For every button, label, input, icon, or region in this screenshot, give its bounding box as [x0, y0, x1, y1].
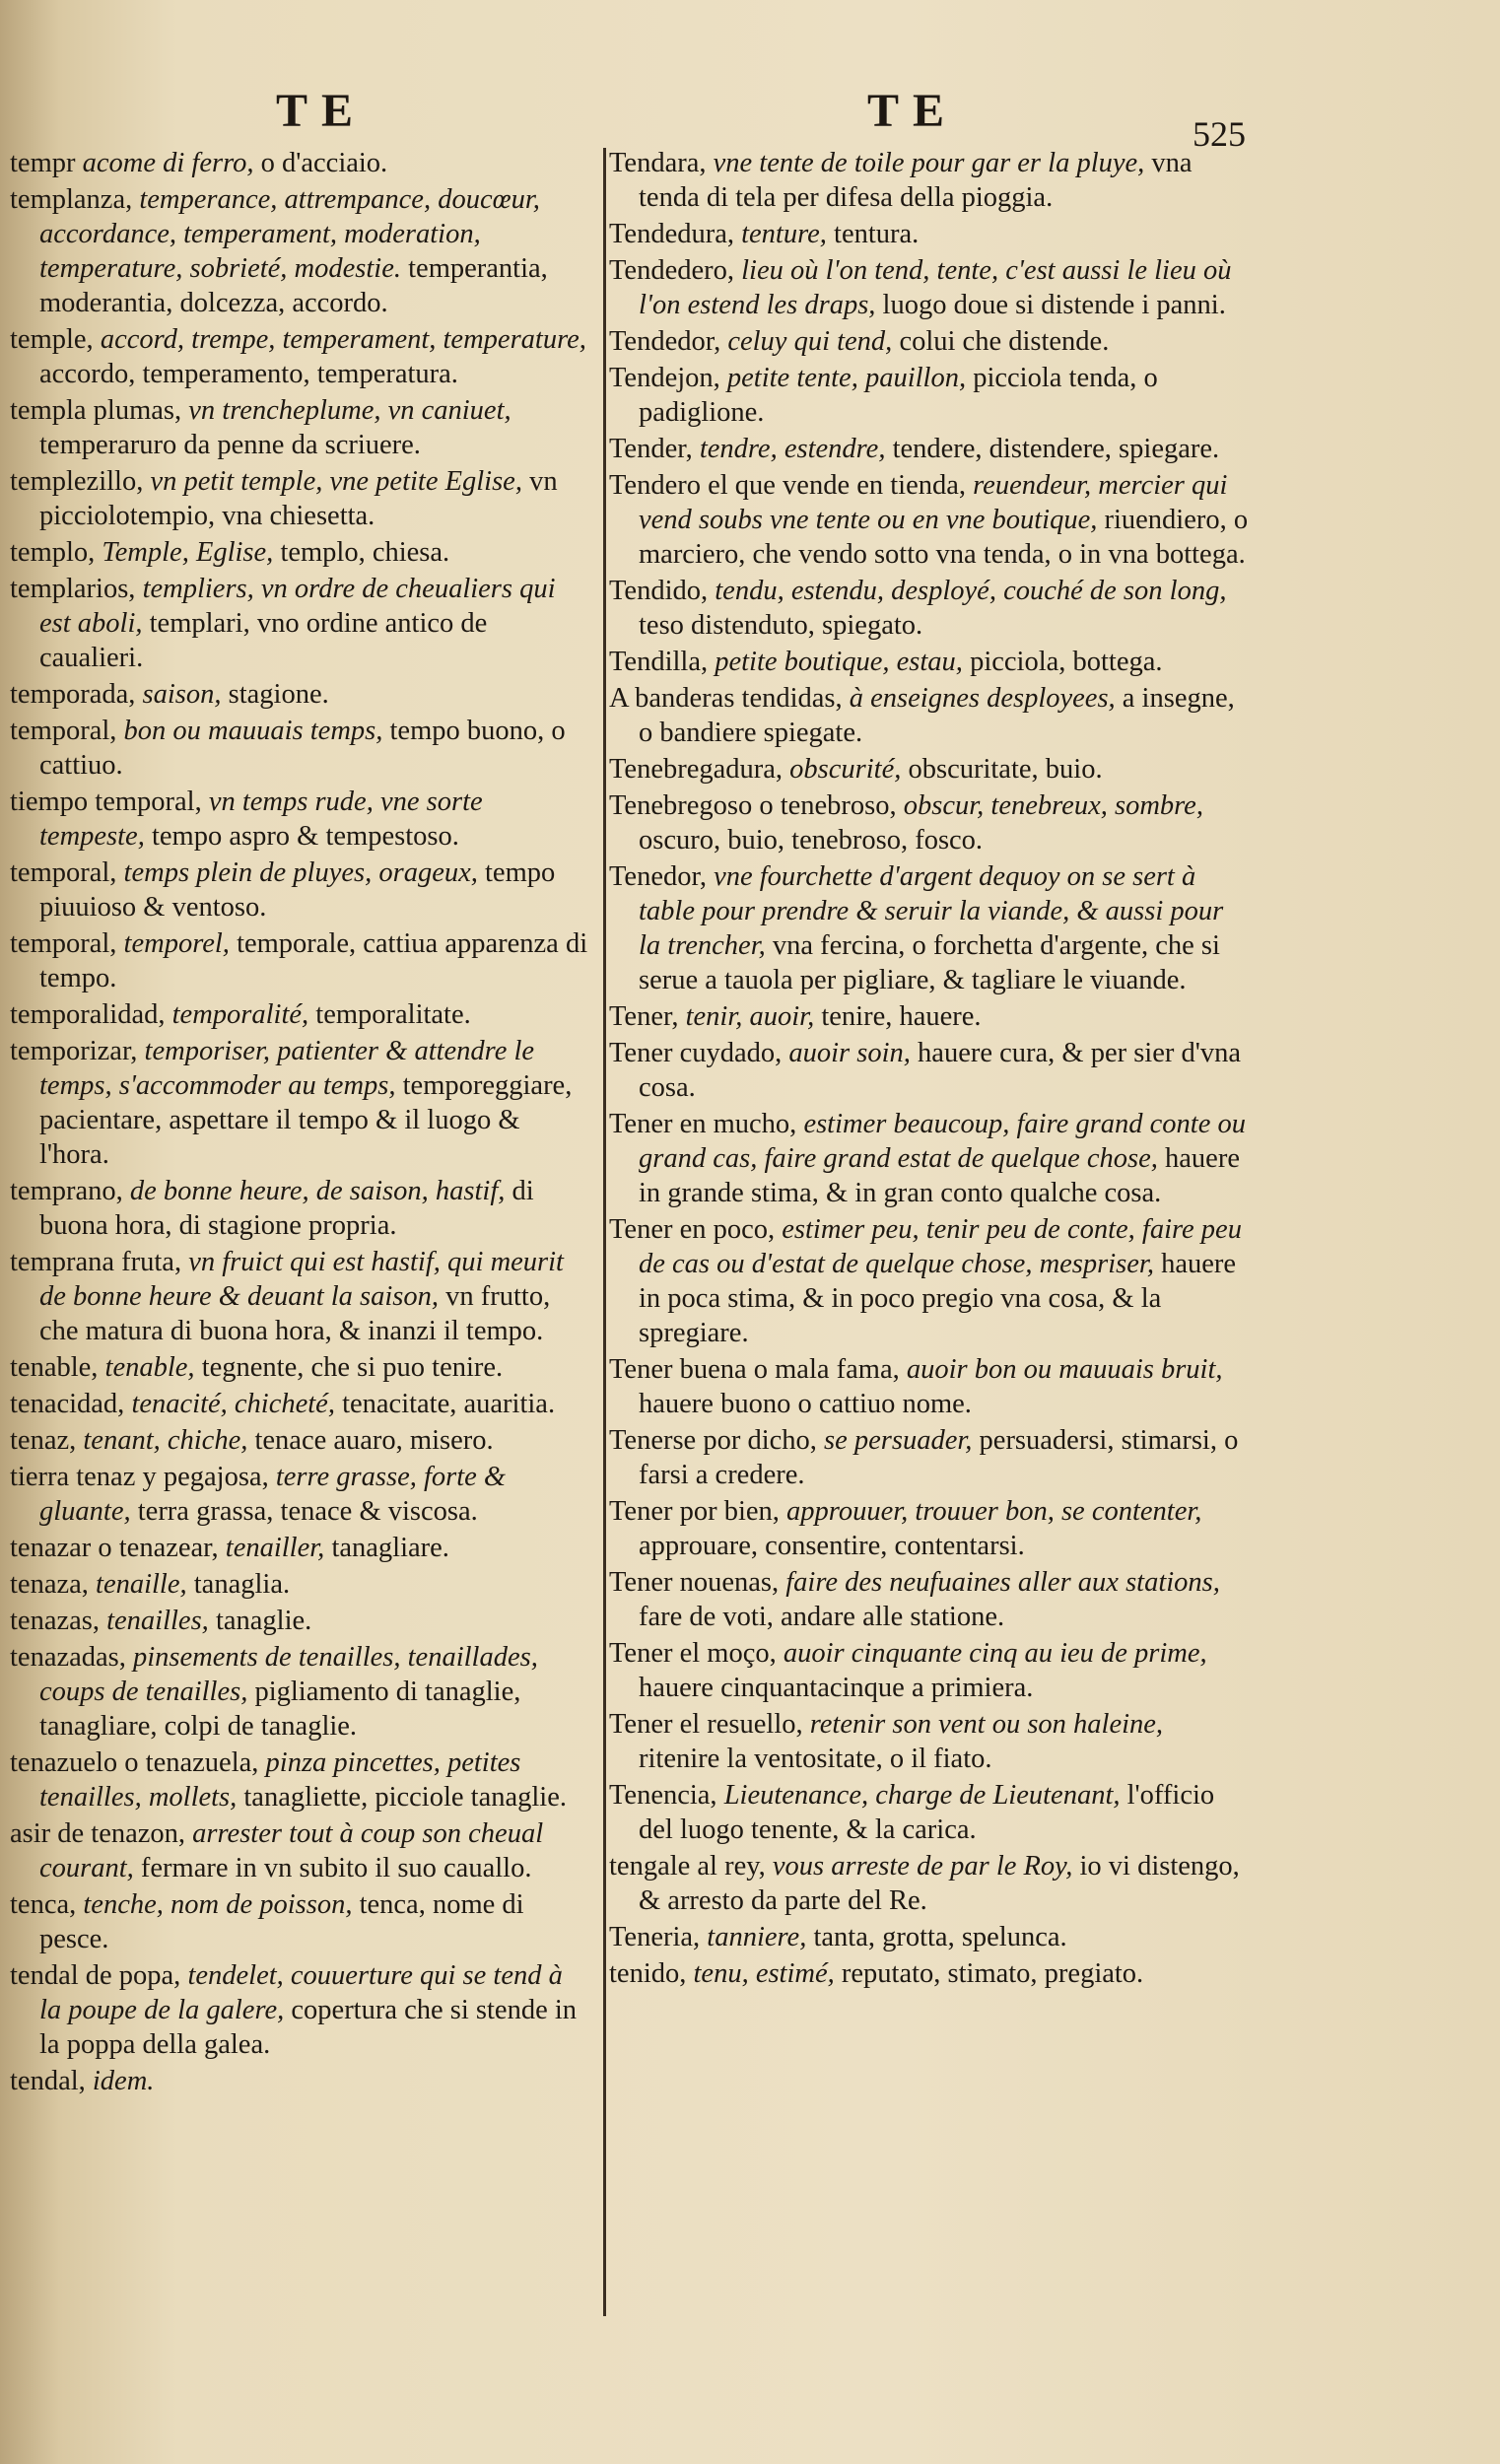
- dictionary-entry: [609, 432, 1250, 466]
- dictionary-entry: [0, 572, 591, 675]
- dictionary-entry: [609, 217, 1250, 251]
- entry-french-gloss: vne fourchette d'argent dequoy on se sert à table pour prendre & seruir la viande, & aussi pour la trencher,: [639, 861, 1224, 961]
- entry-french-gloss: à enseignes desployees,: [849, 683, 1123, 714]
- dictionary-entry: [0, 2064, 591, 2098]
- entry-french-gloss: estimer beaucoup, faire grand conte ou grand cas, faire grand estat de quelque chose,: [639, 1109, 1246, 1174]
- entry-italian-gloss: luogo doue si distende i panni.: [882, 290, 1226, 320]
- entry-headword: tenido,: [609, 1958, 694, 1989]
- entry-french-gloss: vous arreste de par le Roy,: [772, 1851, 1080, 1882]
- entry-headword: Tendedura,: [609, 219, 742, 249]
- entry-headword: temprana fruta,: [10, 1247, 189, 1277]
- entry-italian-gloss: tenacitate, auaritia.: [342, 1389, 556, 1419]
- entry-italian-gloss: o d'acciaio.: [260, 148, 388, 178]
- entry-headword: Tenerse por dicho,: [609, 1425, 825, 1456]
- entry-french-gloss: pinza pincettes, petites tenailles, mollets,: [39, 1747, 521, 1813]
- entry-italian-gloss: temporeggiare, pacientare, aspettare il tempo & il luogo & l'hora.: [39, 1070, 573, 1170]
- entry-italian-gloss: tanaglie.: [215, 1606, 312, 1636]
- entry-italian-gloss: io vi distengo, & arresto da parte del Re.: [639, 1851, 1240, 1916]
- entry-french-gloss: templiers, vn ordre de cheualiers qui est aboli,: [39, 574, 556, 639]
- left-column: [0, 146, 591, 2100]
- entry-headword: tenca,: [10, 1889, 84, 1920]
- entry-headword: Tener buena o mala fama,: [609, 1354, 907, 1385]
- entry-italian-gloss: tempo piuuioso & ventoso.: [39, 857, 556, 923]
- dictionary-entry: [0, 393, 591, 462]
- entry-headword: Tender,: [609, 434, 700, 464]
- entry-headword: temporal,: [10, 928, 124, 959]
- entry-headword: Tendilla,: [609, 647, 716, 677]
- entry-italian-gloss: templari, vno ordine antico de caualieri.: [39, 608, 488, 673]
- dictionary-entry: [609, 1352, 1250, 1421]
- entry-headword: temporalidad,: [10, 999, 172, 1030]
- entry-headword: Tener por bien,: [609, 1496, 787, 1527]
- entry-headword: tenazas,: [10, 1606, 107, 1636]
- entry-italian-gloss: approuare, consentire, contentarsi.: [639, 1531, 1025, 1561]
- entry-french-gloss: auoir cinquante cinq au ieu de prime,: [783, 1638, 1207, 1669]
- entry-headword: temprano,: [10, 1176, 130, 1206]
- entry-french-gloss: saison,: [142, 679, 229, 710]
- entry-headword: tenaza,: [10, 1569, 97, 1600]
- dictionary-entry: [0, 146, 591, 180]
- entry-french-gloss: vne tente de toile pour gar er la pluye,: [713, 148, 1152, 178]
- entry-headword: tenable,: [10, 1352, 105, 1383]
- dictionary-entry: [609, 645, 1250, 679]
- entry-italian-gloss: ritenire la ventositate, o il fiato.: [639, 1744, 992, 1774]
- dictionary-entry: [609, 681, 1250, 750]
- entry-french-gloss: Temple, Eglise,: [102, 537, 281, 568]
- dictionary-entry: [609, 1107, 1250, 1210]
- entry-headword: templarios,: [10, 574, 143, 604]
- page-number: 525: [1193, 114, 1246, 154]
- entry-headword: templa plumas,: [10, 395, 189, 426]
- entry-headword: tenaz,: [10, 1425, 84, 1456]
- entry-headword: templo,: [10, 537, 102, 568]
- entry-italian-gloss: tenire, hauere.: [821, 1001, 982, 1032]
- entry-french-gloss: lieu où l'on tend, tente, c'est aussi le lieu où l'on estend les draps,: [639, 255, 1232, 320]
- entry-french-gloss: tenir, auoir,: [685, 1001, 822, 1032]
- entry-french-gloss: tanniere,: [707, 1922, 814, 1952]
- entry-italian-gloss: accordo, temperamento, temperatura.: [39, 359, 458, 389]
- entry-italian-gloss: stagione.: [228, 679, 329, 710]
- dictionary-entry: [0, 1531, 591, 1565]
- dictionary-entry: [609, 1636, 1250, 1705]
- entry-french-gloss: reuendeur, mercier qui vend soubs vne tente ou en vne boutique,: [639, 470, 1228, 535]
- dictionary-entry: [0, 1745, 591, 1814]
- entry-french-gloss: acome di ferro,: [82, 148, 261, 178]
- entry-french-gloss: temperance, attrempance, doucœur, accordance, temperament, moderation, temperature, sobrieté, modestie.: [39, 184, 540, 284]
- dictionary-entry: [0, 1567, 591, 1602]
- entry-french-gloss: idem.: [92, 2066, 155, 2096]
- entry-italian-gloss: tentura.: [834, 219, 920, 249]
- entry-headword: Tener en poco,: [609, 1214, 783, 1245]
- dictionary-entry: [609, 324, 1250, 359]
- entry-italian-gloss: terra grassa, tenace & viscosa.: [137, 1496, 478, 1527]
- dictionary-entry: [609, 1423, 1250, 1492]
- dictionary-entry: [0, 1034, 591, 1172]
- entry-italian-gloss: riuendiero, o marciero, che vendo sotto vna tenda, o in vna bottega.: [639, 505, 1249, 570]
- dictionary-entry: [0, 1604, 591, 1638]
- entry-italian-gloss: hauere cura, & per sier d'vna cosa.: [639, 1038, 1242, 1103]
- dictionary-entry: [0, 856, 591, 924]
- entry-french-gloss: tendu, estendu, desployé, couché de son long,: [715, 576, 1227, 606]
- dictionary-entry: [0, 714, 591, 783]
- entry-italian-gloss: temporalitate.: [315, 999, 471, 1030]
- entry-french-gloss: terre grasse, forte & gluante,: [39, 1462, 507, 1527]
- entry-french-gloss: tenu, estimé,: [693, 1958, 842, 1989]
- dictionary-entry: [609, 1778, 1250, 1847]
- dictionary-entry: [609, 1565, 1250, 1634]
- entry-french-gloss: faire des neufuaines aller aux stations,: [785, 1567, 1220, 1598]
- entry-italian-gloss: oscuro, buio, tenebroso, fosco.: [639, 825, 984, 856]
- dictionary-entry: [0, 322, 591, 391]
- entry-french-gloss: approuuer, trouuer bon, se contenter,: [786, 1496, 1202, 1527]
- dictionary-entry: [609, 468, 1250, 572]
- dictionary-entry: [609, 1212, 1250, 1350]
- entry-headword: Tenebregoso o tenebroso,: [609, 790, 904, 821]
- dictionary-entry: [609, 788, 1250, 857]
- entry-italian-gloss: picciola, bottega.: [970, 647, 1163, 677]
- entry-italian-gloss: vna tenda di tela per difesa della pioggia.: [639, 148, 1193, 213]
- entry-italian-gloss: copertura che si stende in la poppa della galea.: [39, 1995, 578, 2060]
- entry-italian-gloss: vn picciolotempio, vna chiesetta.: [39, 466, 558, 531]
- entry-italian-gloss: temperaruro da penne da scriuere.: [39, 430, 421, 460]
- entry-french-gloss: de bonne heure, de saison, hastif,: [129, 1176, 512, 1206]
- entry-italian-gloss: obscuritate, buio.: [908, 754, 1103, 785]
- entry-italian-gloss: reputato, stimato, pregiato.: [841, 1958, 1144, 1989]
- entry-french-gloss: tendre, estendre,: [699, 434, 893, 464]
- entry-french-gloss: tenture,: [741, 219, 835, 249]
- entry-headword: Teneria,: [609, 1922, 708, 1952]
- entry-headword: temporada,: [10, 679, 143, 710]
- entry-italian-gloss: tanta, grotta, spelunca.: [813, 1922, 1067, 1952]
- entry-french-gloss: tenailles,: [106, 1606, 216, 1636]
- dictionary-entry: [609, 1956, 1250, 1991]
- entry-italian-gloss: tenace auaro, misero.: [254, 1425, 494, 1456]
- entry-headword: temple,: [10, 324, 101, 355]
- column-divider: [603, 148, 606, 2316]
- entry-headword: tempr: [10, 148, 83, 178]
- right-column: [609, 146, 1250, 1993]
- dictionary-entry: [609, 1494, 1250, 1563]
- entry-headword: Tenencia,: [609, 1780, 724, 1811]
- entry-headword: Tendedero,: [609, 255, 742, 286]
- entry-headword: Tendido,: [609, 576, 716, 606]
- entry-headword: tendal de popa,: [10, 1960, 188, 1991]
- entry-french-gloss: auoir soin,: [788, 1038, 919, 1068]
- entry-headword: temporizar,: [10, 1036, 145, 1066]
- entry-italian-gloss: di buona hora, di stagione propria.: [39, 1176, 534, 1241]
- dictionary-entry: [0, 1640, 591, 1744]
- dictionary-entry: [609, 999, 1250, 1034]
- entry-french-gloss: auoir bon ou mauuais bruit,: [906, 1354, 1223, 1385]
- dictionary-entry: [609, 1036, 1250, 1105]
- entry-headword: tendal,: [10, 2066, 93, 2096]
- entry-italian-gloss: tanagliette, picciole tanaglie.: [243, 1782, 567, 1813]
- dictionary-entry: [609, 253, 1250, 322]
- entry-french-gloss: estimer peu, tenir peu de conte, faire peu de cas ou d'estat de quelque chose, mespriser,: [639, 1214, 1242, 1279]
- dictionary-entry: [0, 785, 591, 854]
- entry-italian-gloss: templo, chiesa.: [280, 537, 450, 568]
- entry-french-gloss: tendelet, couuerture qui se tend à la poupe de la galere,: [39, 1960, 563, 2025]
- entry-french-gloss: tenailler,: [225, 1533, 332, 1563]
- dictionary-entry: [609, 146, 1250, 215]
- entry-headword: tenacidad,: [10, 1389, 132, 1419]
- entry-italian-gloss: hauere buono o cattiuo nome.: [639, 1389, 972, 1419]
- entry-french-gloss: temporel,: [123, 928, 238, 959]
- entry-italian-gloss: tanagliare.: [331, 1533, 449, 1563]
- entry-french-gloss: tenable,: [104, 1352, 202, 1383]
- entry-french-gloss: vn petit temple, vne petite Eglise,: [150, 466, 530, 497]
- dictionary-entry: [0, 1423, 591, 1458]
- entry-headword: A banderas tendidas,: [609, 683, 850, 714]
- entry-headword: tiempo temporal,: [10, 787, 209, 817]
- dictionary-entry: [0, 182, 591, 320]
- entry-italian-gloss: vna fercina, o forchetta d'argente, che si serue a tauola per pigliare, & tagliare le viuande.: [639, 930, 1220, 995]
- entry-french-gloss: tenant, chiche,: [83, 1425, 255, 1456]
- entry-french-gloss: petite tente, pauillon,: [726, 363, 974, 393]
- entry-french-gloss: accord, trempe, temperament, temperature,: [100, 324, 586, 355]
- dictionary-entry: [0, 926, 591, 995]
- entry-headword: temporal,: [10, 716, 124, 746]
- entry-italian-gloss: tanaglia.: [193, 1569, 291, 1600]
- entry-french-gloss: vn trencheplume, vn caniuet,: [188, 395, 511, 426]
- dictionary-entry: [609, 1849, 1250, 1918]
- entry-italian-gloss: hauere in poca stima, & in poco pregio vna cosa, & la spregiare.: [639, 1249, 1237, 1348]
- entry-headword: Tener el resuello,: [609, 1709, 810, 1740]
- entry-french-gloss: temporalité,: [171, 999, 316, 1030]
- entry-headword: Tenebregadura,: [609, 754, 790, 785]
- entry-italian-gloss: fare de voti, andare alle statione.: [639, 1602, 1005, 1632]
- entry-french-gloss: vn fruict qui est hastif, qui meurit de bonne heure & deuant la saison,: [39, 1247, 564, 1312]
- entry-headword: Tener nouenas,: [609, 1567, 786, 1598]
- entry-italian-gloss: temporale, cattiua apparenza di tempo.: [39, 928, 588, 993]
- entry-italian-gloss: tempo aspro & tempestoso.: [151, 821, 459, 852]
- dictionary-entry: [0, 535, 591, 570]
- entry-french-gloss: pinsements de tenailles, tenaillades, coups de tenailles,: [39, 1642, 538, 1707]
- entry-headword: Tener cuydado,: [609, 1038, 789, 1068]
- entry-italian-gloss: fermare in vn subito il suo cauallo.: [140, 1853, 532, 1883]
- entry-headword: tengale al rey,: [609, 1851, 773, 1882]
- entry-french-gloss: obscur, tenebreux, sombre,: [903, 790, 1203, 821]
- dictionary-entry: [609, 1707, 1250, 1776]
- dictionary-entry: [0, 1245, 591, 1348]
- entry-headword: templezillo,: [10, 466, 151, 497]
- entry-headword: Tendero el que vende en tienda,: [609, 470, 974, 501]
- entry-headword: Tenedor,: [609, 861, 715, 892]
- entry-italian-gloss: tendere, distendere, spiegare.: [892, 434, 1220, 464]
- entry-headword: tenazar o tenazear,: [10, 1533, 226, 1563]
- entry-headword: Tener el moço,: [609, 1638, 784, 1669]
- entry-italian-gloss: tempo buono, o cattiuo.: [39, 716, 566, 781]
- entry-italian-gloss: persuadersi, stimarsi, o farsi a credere.: [639, 1425, 1239, 1490]
- dictionary-entry: [609, 752, 1250, 787]
- entry-italian-gloss: picciola tenda, o padiglione.: [639, 363, 1158, 428]
- entry-french-gloss: tenacité, chicheté,: [131, 1389, 343, 1419]
- entry-french-gloss: tenche, nom de poisson,: [83, 1889, 360, 1920]
- entry-headword: templanza,: [10, 184, 140, 215]
- entry-headword: tenazadas,: [10, 1642, 134, 1673]
- entry-italian-gloss: l'officio del luogo tenente, & la carica.: [639, 1780, 1215, 1845]
- entry-headword: tenazuelo o tenazuela,: [10, 1747, 266, 1778]
- entry-french-gloss: obscurité,: [789, 754, 909, 785]
- entry-headword: Tendejon,: [609, 363, 727, 393]
- dictionary-entry: [609, 859, 1250, 997]
- entry-italian-gloss: pigliamento di tanaglie, tanagliare, colpi de tanaglie.: [39, 1677, 521, 1742]
- entry-french-gloss: Lieutenance, charge de Lieutenant,: [723, 1780, 1127, 1811]
- right-running-head: TE: [867, 85, 959, 137]
- entry-headword: Tener,: [609, 1001, 686, 1032]
- entry-italian-gloss: hauere cinquantacinque a primiera.: [639, 1673, 1034, 1703]
- entry-french-gloss: se persuader,: [824, 1425, 980, 1456]
- dictionary-entry: [609, 361, 1250, 430]
- entry-headword: Tendara,: [609, 148, 714, 178]
- entry-italian-gloss: temperantia, moderantia, dolcezza, accordo.: [39, 253, 548, 318]
- entry-french-gloss: temporiser, patienter & attendre le temps, s'accommoder au temps,: [39, 1036, 535, 1101]
- entry-italian-gloss: tegnente, che si puo tenire.: [201, 1352, 504, 1383]
- dictionary-entry: [0, 1350, 591, 1385]
- entry-italian-gloss: vn frutto, che matura di buona hora, & inanzi il tempo.: [39, 1281, 551, 1346]
- dictionary-entry: [0, 997, 591, 1032]
- entry-headword: temporal,: [10, 857, 124, 888]
- entry-french-gloss: tenaille,: [96, 1569, 194, 1600]
- entry-french-gloss: retenir son vent ou son haleine,: [809, 1709, 1164, 1740]
- dictionary-entry: [0, 1174, 591, 1243]
- dictionary-entry: [0, 1958, 591, 2062]
- entry-french-gloss: arrester tout à coup son cheual courant,: [39, 1818, 544, 1883]
- dictionary-entry: [0, 1887, 591, 1956]
- entry-headword: Tendedor,: [609, 326, 728, 357]
- entry-headword: asir de tenazon,: [10, 1818, 193, 1849]
- dictionary-entry: [0, 464, 591, 533]
- entry-headword: Tener en mucho,: [609, 1109, 804, 1139]
- entry-italian-gloss: hauere in grande stima, & in gran conto qualche cosa.: [639, 1143, 1240, 1208]
- dictionary-entry: [0, 677, 591, 712]
- entry-italian-gloss: a insegne, o bandiere spiegate.: [639, 683, 1235, 748]
- left-running-head: TE: [276, 85, 368, 137]
- entry-french-gloss: celuy qui tend,: [727, 326, 900, 357]
- dictionary-entry: [0, 1460, 591, 1529]
- dictionary-entry: [0, 1387, 591, 1421]
- entry-french-gloss: bon ou mauuais temps,: [123, 716, 390, 746]
- entry-french-gloss: petite boutique, estau,: [715, 647, 971, 677]
- dictionary-entry: [0, 1816, 591, 1885]
- entry-headword: tierra tenaz y pegajosa,: [10, 1462, 276, 1492]
- entry-italian-gloss: colui che distende.: [899, 326, 1110, 357]
- entry-italian-gloss: tenca, nome di pesce.: [39, 1889, 524, 1954]
- entry-french-gloss: vn temps rude, vne sorte tempeste,: [39, 787, 483, 852]
- entry-french-gloss: temps plein de pluyes, orageux,: [123, 857, 485, 888]
- dictionary-entry: [609, 574, 1250, 643]
- dictionary-entry: [609, 1920, 1250, 1954]
- entry-italian-gloss: teso distenduto, spiegato.: [639, 610, 923, 641]
